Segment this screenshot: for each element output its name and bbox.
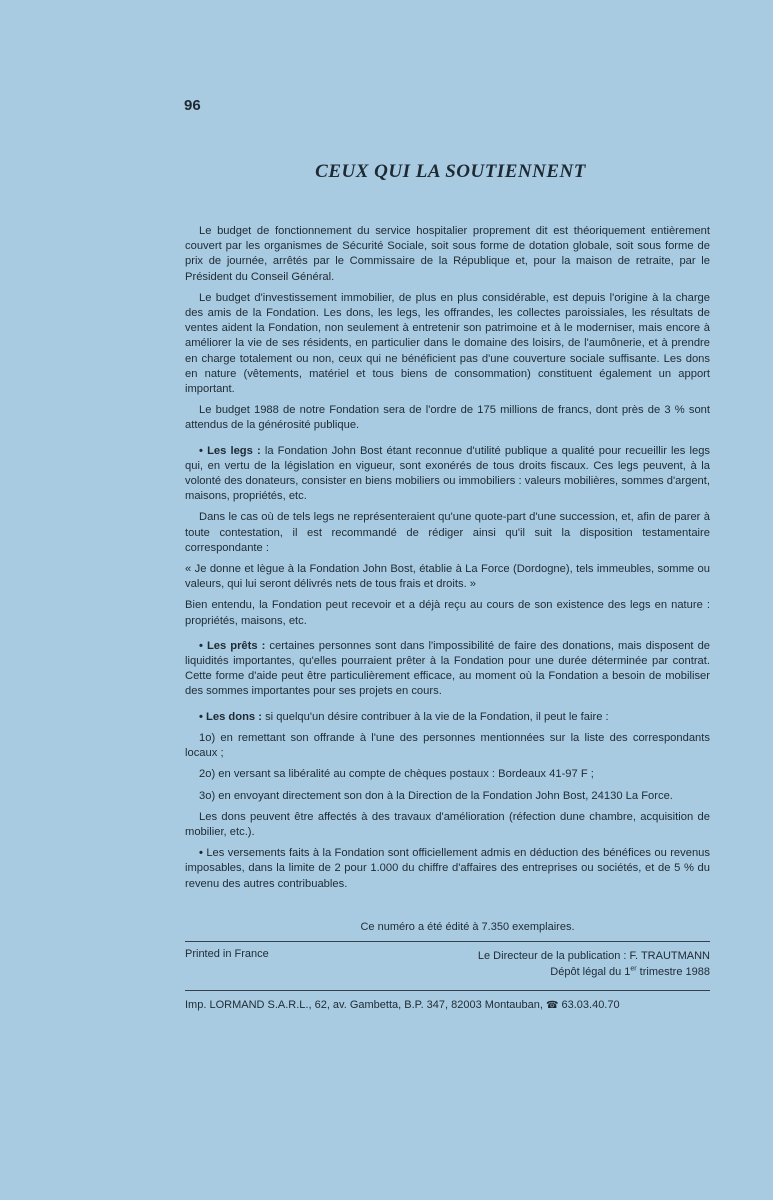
paragraph-legs xyxy=(185,444,710,505)
paragraph-operating-budget: Le budget de fonctionnement du service hospitalier proprement dit est théoriquement entièrement couvert par les organismes de Sécurité Sociale, soit sous forme de dotation globale, soit sous forme de prix de journée, arrêtés par le Commissaire de la République et, pour la maison de retraite, par le Président du Conseil Général. xyxy=(185,225,710,283)
legal-deposit-prefix: Dépôt légal du 1 xyxy=(550,966,631,978)
bullet-icon: • xyxy=(199,847,203,860)
divider xyxy=(185,941,710,942)
list-item-direction: 3o) en envoyant directement son don à la Direction de la Fondation John Bost, 24130 La Force. xyxy=(199,789,673,802)
telephone-icon: ☎ xyxy=(545,1000,559,1011)
legs-text: la Fondation John Bost étant reconnue d'utilité publique a qualité pour recueillir les legs qui, en vertu de la législation en vigueur, sont exonérés de tous droits fiscaux. Ces legs peuvent, à la volonté des donateurs, consister en biens mobiliers ou immobiliers : valeurs mobilières, sommes d'argent, maisons, propriétés, etc. xyxy=(185,444,711,503)
page-number: 96 xyxy=(184,97,201,114)
dons-text: si quelqu'un désire contribuer à la vie de la Fondation, il peut le faire : xyxy=(261,710,609,723)
paragraph-testament-quote: « Je donne et lègue à la Fondation John Bost, établie à La Force (Dordogne), tels immeubles, somme ou valeurs, qui lui seront délivrés nets de tous frais et droits. » xyxy=(185,563,710,591)
paragraph-budget-1988: Le budget 1988 de notre Fondation sera de l'ordre de 175 millions de francs, dont près de 3 % sont attendus de la générosité publique. xyxy=(185,404,710,432)
divider xyxy=(185,990,710,991)
bullet-icon: • xyxy=(199,639,203,652)
paragraph-prets xyxy=(185,639,710,700)
page-title: CEUX QUI LA SOUTIENNENT xyxy=(315,161,586,182)
imprint-text: Imp. LORMAND S.A.R.L., 62, av. Gambetta, B.P. 347, 82003 Montauban, xyxy=(185,999,543,1011)
list-item-cheques-postaux: 2o) en versant sa libéralité au compte de chèques postaux : Bordeaux 41-97 F ; xyxy=(199,768,594,781)
imprint-phone: 63.03.40.70 xyxy=(558,999,620,1011)
legal-deposit xyxy=(478,964,710,980)
publication-director: Le Directeur de la publication : F. TRAUTMANN xyxy=(477,950,710,962)
legal-deposit-sup: er xyxy=(630,965,637,973)
paragraph-investment-budget: Le budget d'investissement immobilier, de plus en plus considérable, est depuis l'origine à la charge des amis de la Fondation. Les dons, les legs, les offrandes, les collectes paroissiales, les résultats de ventes aident la Fondation, non seulement à entretenir son patrimoine et à le moderniser, mais encore à améliorer la vie de ses résidents, en particulier dans le domaine des loisirs, de l'aumônerie, et à prendre en charge totalement ou non, ceux qui ne bénéficient pas d'une couverture sociale suffisante. Les dons en nature (vêtements, matériel et tous biens de consommation) constituent également un apport important. xyxy=(185,291,710,396)
versements-text: Les versements faits à la Fondation sont officiellement admis en déduction des bénéfices ou revenus imposables, dans la limite de 2 pour 1.000 du chiffre d'affaires des entreprises ou sociétés, et de 5 % du revenu des autres contribuables. xyxy=(185,847,710,890)
paragraph-legs-nature: Bien entendu, la Fondation peut recevoir et a déjà reçu au cours de son existence des legs en nature : propriétés, maisons, etc. xyxy=(185,599,710,627)
printer-imprint xyxy=(185,999,710,1011)
legs-label: Les legs : xyxy=(207,444,261,457)
legal-deposit-suffix: trimestre 1988 xyxy=(636,966,710,978)
article-body xyxy=(185,224,710,898)
prets-label: Les prêts : xyxy=(206,639,266,652)
paragraph-legs-quote-part: Dans le cas où de tels legs ne représenteraient qu'une quote-part d'une succession, et, afin de parer à toute contestation, il est recommandé de rédiger ainsi qu'il suit la disposition testamentaire correspondante : xyxy=(185,511,710,554)
bullet-icon: • xyxy=(199,444,203,457)
bullet-icon: • xyxy=(199,710,203,723)
paragraph-dons xyxy=(185,710,710,725)
edition-note: Ce numéro a été édité à 7.350 exemplaires. xyxy=(360,921,575,933)
dons-label: Les dons : xyxy=(206,710,262,723)
printed-in-france: Printed in France xyxy=(185,948,269,960)
paragraph-dons-affectes: Les dons peuvent être affectés à des travaux d'amélioration (réfection dune chambre, acquisition de mobilier, etc.). xyxy=(185,810,710,838)
publication-info xyxy=(478,948,710,980)
list-item-offrande: 1o) en remettant son offrande à l'une des personnes mentionnées sur la liste des correspondants locaux ; xyxy=(185,731,710,760)
prets-text: certaines personnes sont dans l'impossibilité de faire des donations, mais disposent de liquidités importantes, qu'elles pourraient prêter à la Fondation pour une durée déterminée par contrat. Cette forme d'aide peut être particulièrement efficace, au moment où la Fondation a besoin de mobiliser des sommes importantes pour ses projets en cours. xyxy=(185,639,711,698)
paragraph-versements xyxy=(185,846,710,892)
